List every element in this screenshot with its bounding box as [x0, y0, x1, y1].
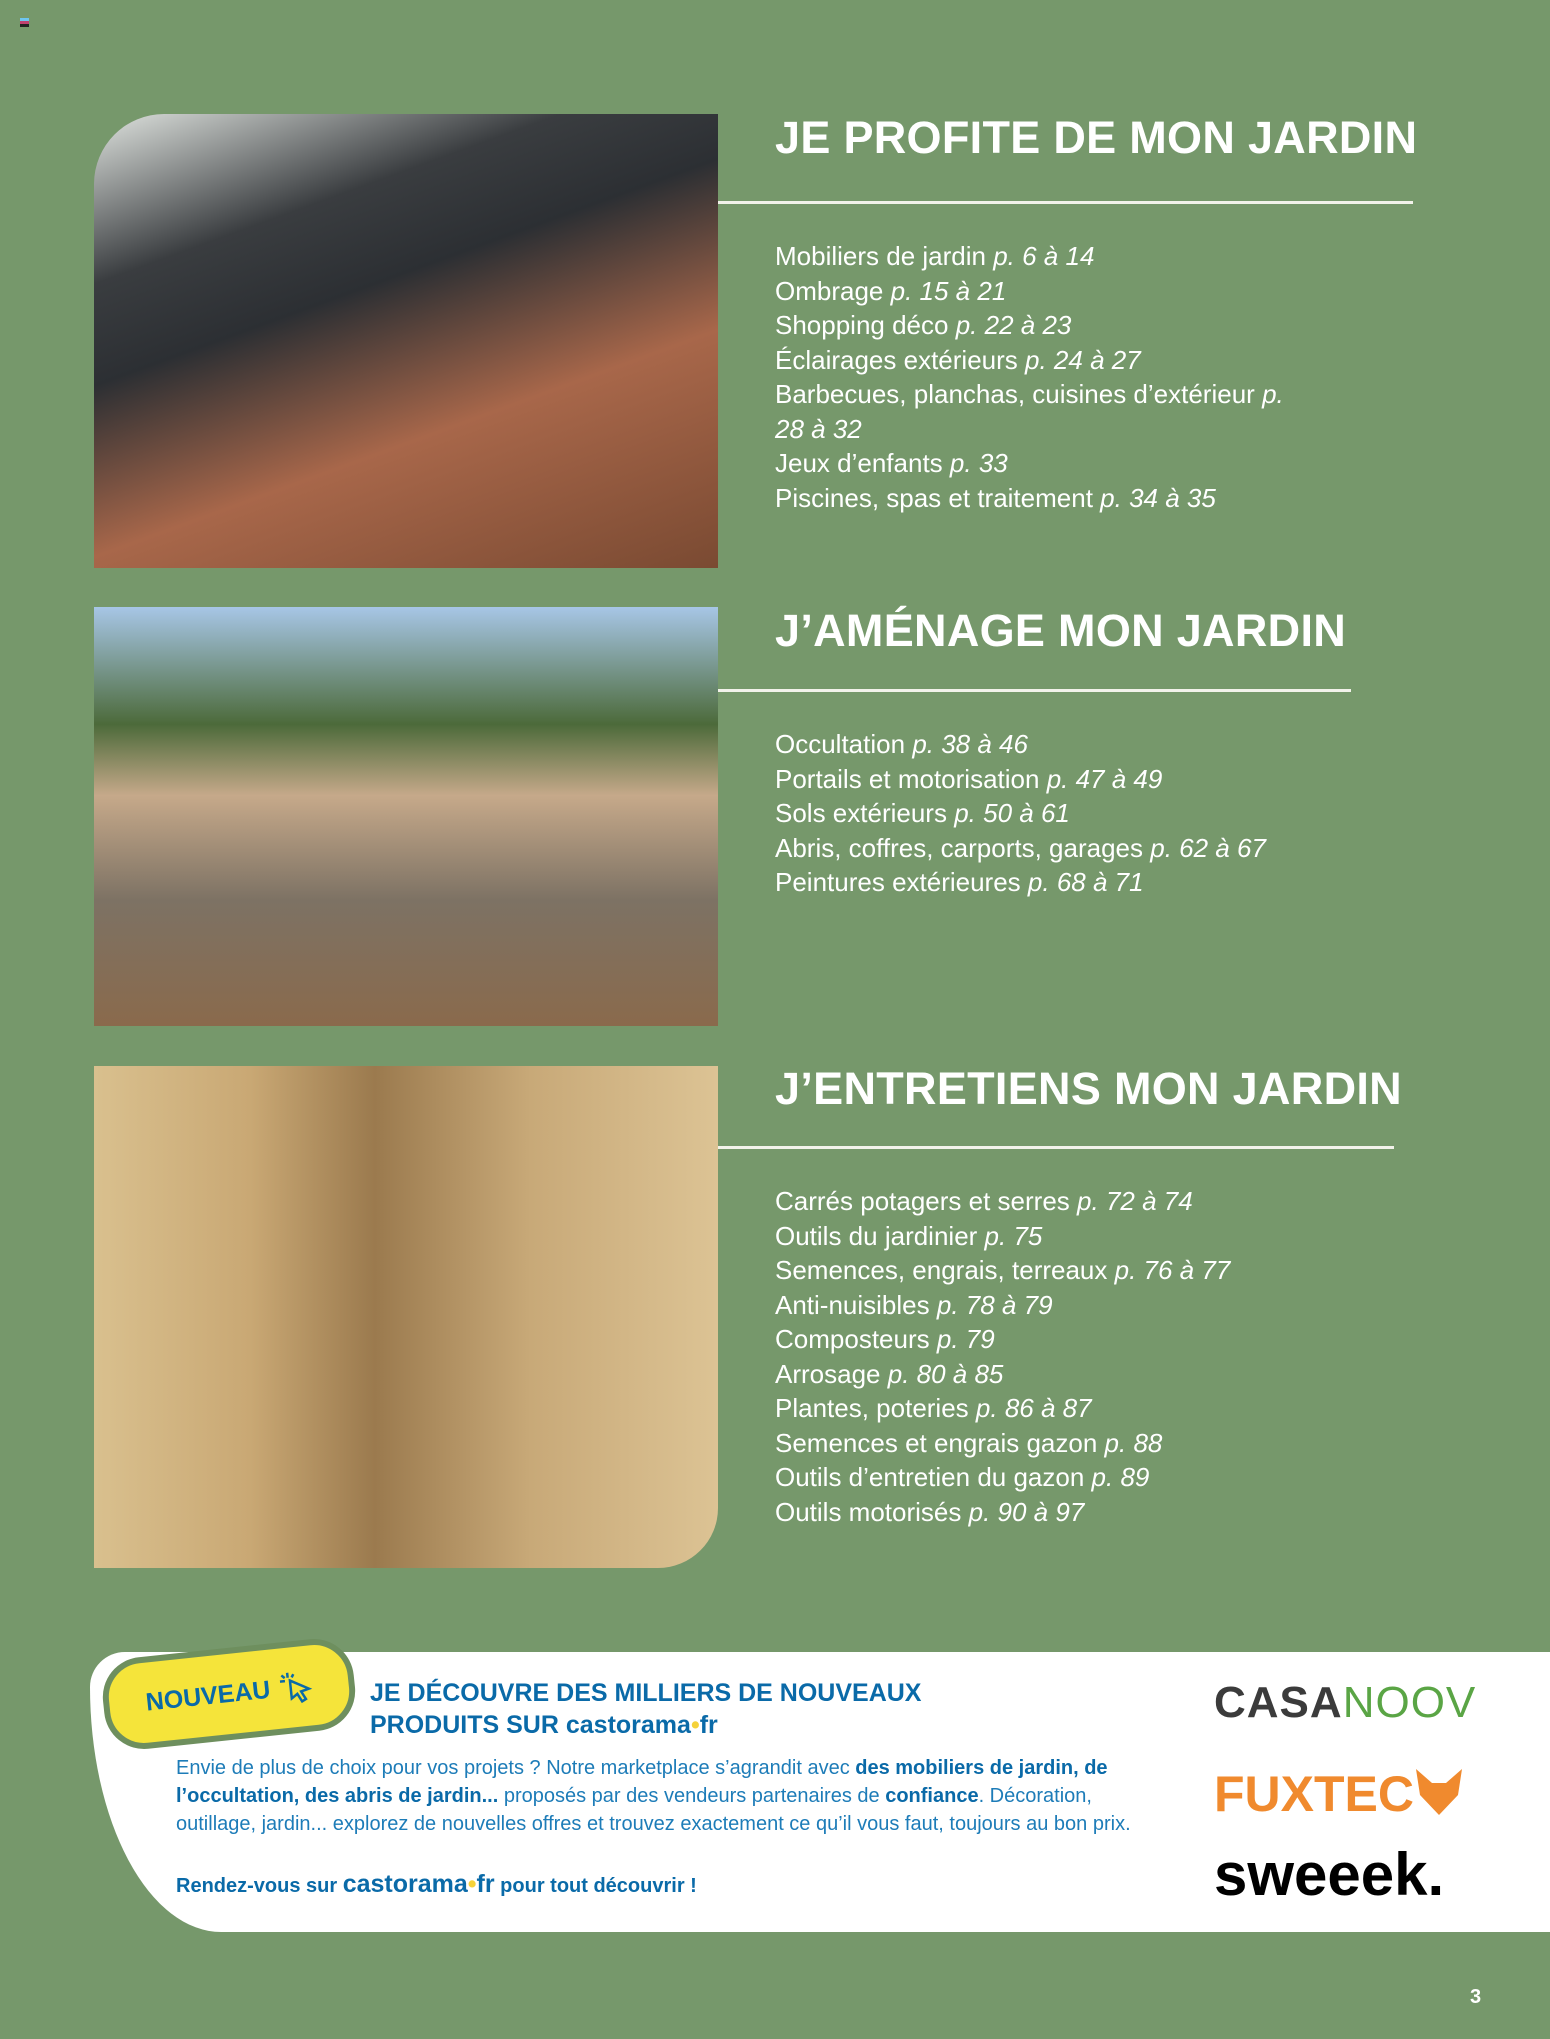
fox-icon [1414, 1767, 1464, 1817]
toc-item [775, 1495, 1315, 1530]
toc-label: Sols extérieurs [775, 798, 947, 828]
toc-item [775, 1426, 1315, 1461]
section-title-profite [775, 112, 1418, 163]
body-bold: confiance [885, 1785, 979, 1807]
toc-item [775, 865, 1315, 900]
brand-name: castorama [565, 1711, 691, 1739]
divider [718, 201, 1413, 204]
toc-label: Éclairages extérieurs [775, 344, 1018, 375]
toc-item [775, 481, 1315, 516]
toc-item [775, 1322, 1315, 1357]
toc-pages: p. 75 [984, 1220, 1043, 1251]
cta-text: pour tout découvrir ! [494, 1875, 697, 1897]
toc-item [775, 377, 1315, 446]
toc-list [775, 727, 1315, 900]
badge-label: NOUVEAU [144, 1675, 272, 1717]
toc-pages: p. 6 à 14 [993, 241, 1095, 271]
section-title: J’AMÉNAGE MON JARDIN [775, 605, 1347, 656]
headline-text: PRODUITS SUR [370, 1711, 559, 1739]
toc-label: Ombrage [775, 275, 884, 306]
toc-label: Semences et engrais gazon [775, 1427, 1098, 1458]
garden-screen-photo [94, 607, 718, 1026]
toc-pages: p. 72 à 74 [1077, 1186, 1193, 1216]
toc-item [775, 446, 1315, 481]
banner-headline [370, 1677, 921, 1741]
toc-label: Outils motorisés [775, 1496, 962, 1527]
brand-tld: fr [699, 1711, 718, 1739]
body-bold: des mobiliers de jardin, de l’occultation, des abris de jardin... [176, 1757, 1108, 1807]
section-title: JE PROFITE DE MON JARDIN [775, 112, 1418, 163]
body-text: . Décoration, outillage, jardin... explorez de nouvelles offres et trouvez exactement ce qu’il vous faut, toujours au bon prix. [176, 1785, 1131, 1835]
headline-line: JE DÉCOUVRE DES MILLIERS DE NOUVEAUX [370, 1679, 922, 1707]
toc-item [775, 1460, 1315, 1495]
toc-pages: p. 78 à 79 [936, 1289, 1053, 1320]
toc-label: Piscines, spas et traitement [775, 482, 1093, 513]
pergola-terrace-photo [94, 114, 718, 568]
brand-name: castorama [342, 1870, 468, 1898]
flag-icon [20, 18, 29, 27]
toc-pages: p. 47 à 49 [1046, 763, 1163, 794]
toc-item [775, 762, 1315, 797]
brand-dot: • [467, 1870, 477, 1898]
section-title-amenage [775, 605, 1347, 656]
toc-pages: p. 28 à 32 [775, 379, 1284, 444]
toc-pages: p. 34 à 35 [1100, 482, 1216, 513]
toc-pages: p. 38 à 46 [912, 729, 1028, 759]
toc-pages: p. 24 à 27 [1025, 344, 1141, 375]
toc-label: Carrés potagers et serres [775, 1186, 1070, 1216]
toc-label: Outils d’entretien du gazon [775, 1462, 1085, 1492]
toc-item [775, 239, 1315, 274]
toc-label: Semences, engrais, terreaux [775, 1255, 1108, 1285]
toc-label: Arrosage [775, 1358, 881, 1389]
logo-text: sweeek. [1214, 1841, 1445, 1908]
toc-label: Mobiliers de jardin [775, 241, 986, 271]
toc-pages: p. 79 [936, 1324, 995, 1354]
toc-item [775, 1357, 1315, 1392]
toc-pages: p. 86 à 87 [975, 1393, 1092, 1423]
fuxtec-logo [1214, 1765, 1464, 1823]
page-number: 3 [1470, 1986, 1482, 2008]
toc-label: Jeux d’enfants [775, 448, 943, 478]
cta-text: Rendez-vous sur [176, 1875, 343, 1897]
brand-tld: fr [476, 1870, 495, 1898]
toc-item [775, 1219, 1315, 1254]
toc-item [775, 796, 1315, 831]
toc-pages: p. 68 à 71 [1027, 867, 1144, 897]
toc-pages: p. 89 [1091, 1462, 1150, 1492]
toc-item [775, 1391, 1315, 1426]
logo-part: CASA [1214, 1678, 1343, 1727]
casanoov-logo [1214, 1678, 1476, 1728]
logo-text: FUXTEC [1214, 1766, 1414, 1822]
toc-item [775, 274, 1315, 309]
toc-label: Plantes, poteries [775, 1393, 969, 1423]
toc-pages: p. 50 à 61 [954, 798, 1070, 828]
toc-label: Outils du jardinier [775, 1220, 978, 1251]
logo-part: NOOV [1342, 1678, 1477, 1727]
toc-pages: p. 33 [949, 448, 1008, 478]
toc-label: Portails et motorisation [775, 763, 1040, 794]
divider [718, 1146, 1394, 1149]
banner-cta [176, 1870, 697, 1899]
headline-line [370, 1709, 921, 1741]
toc-pages: p. 80 à 85 [887, 1358, 1004, 1389]
toc-item [775, 308, 1315, 343]
brand-dot: • [690, 1711, 700, 1739]
body-text: Envie de plus de choix pour vos projets ? Notre marketplace s’agrandit avec [176, 1757, 856, 1779]
toc-item [775, 831, 1315, 866]
toc-label: Barbecues, planchas, cuisines d’extérieur [775, 379, 1255, 409]
castorama-brand[interactable] [566, 1711, 718, 1739]
toc-list [775, 1184, 1315, 1529]
toc-label: Peintures extérieures [775, 867, 1021, 897]
toc-label: Anti-nuisibles [775, 1289, 930, 1320]
toc-label: Abris, coffres, carports, garages [775, 832, 1144, 863]
toc-pages: p. 62 à 67 [1150, 832, 1266, 863]
toc-item [775, 1288, 1315, 1323]
banner-body [176, 1754, 1156, 1838]
section-title: J’ENTRETIENS MON JARDIN [775, 1063, 1402, 1114]
toc-pages: p. 22 à 23 [955, 310, 1072, 340]
toc-pages: p. 88 [1104, 1427, 1163, 1458]
divider [718, 689, 1351, 692]
cursor-click-icon [276, 1668, 313, 1705]
body-text: proposés par des vendeurs partenaires de [498, 1785, 886, 1807]
sweeek-logo [1214, 1840, 1444, 1909]
toc-label: Occultation [775, 729, 906, 759]
toc-pages: p. 90 à 97 [968, 1496, 1085, 1527]
toc-item [775, 727, 1315, 762]
toc-pages: p. 15 à 21 [890, 275, 1007, 306]
toc-pages: p. 76 à 77 [1114, 1255, 1231, 1285]
toc-item [775, 1253, 1315, 1288]
section-title-entretiens [775, 1063, 1402, 1114]
toc-label: Composteurs [775, 1324, 930, 1354]
toc-item [775, 343, 1315, 378]
castorama-link[interactable] [343, 1870, 495, 1898]
toc-label: Shopping déco [775, 310, 949, 340]
garden-shed-tools-photo [94, 1066, 718, 1568]
toc-item [775, 1184, 1315, 1219]
toc-list [775, 239, 1315, 515]
